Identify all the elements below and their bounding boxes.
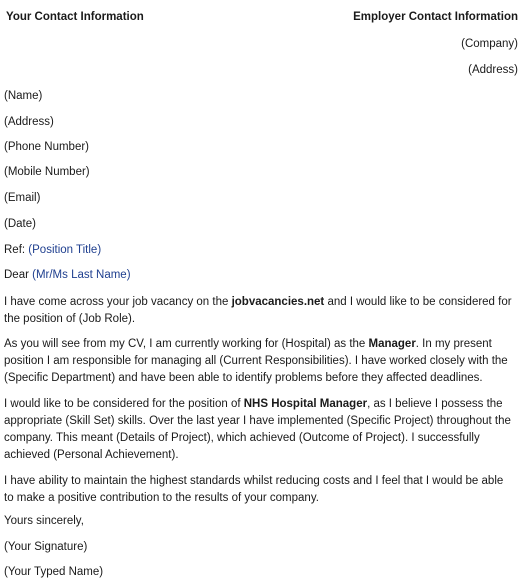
letter-header bbox=[4, 11, 520, 27]
sender-name: (Name) bbox=[4, 90, 43, 102]
sender-address: (Address) bbox=[4, 116, 54, 128]
salutation-name: (Mr/Ms Last Name) bbox=[32, 269, 131, 281]
employer-company: (Company) bbox=[461, 38, 518, 50]
p1-text-b: and I would like to be considered for the position of (Job Role). bbox=[4, 296, 512, 325]
employer-address: (Address) bbox=[468, 64, 518, 76]
employer-contact-title: Employer Contact Information bbox=[353, 11, 518, 23]
ref-label: Ref: bbox=[4, 244, 29, 256]
sender-email: (Email) bbox=[4, 192, 41, 204]
signature: (Your Signature) bbox=[4, 541, 88, 553]
reference-line bbox=[4, 244, 101, 256]
paragraph-3 bbox=[4, 396, 514, 464]
p1-bold: jobvacancies.net bbox=[231, 296, 325, 308]
p2-bold: Manager bbox=[368, 338, 416, 350]
salutation-label: Dear bbox=[4, 269, 33, 281]
sender-phone: (Phone Number) bbox=[4, 141, 90, 153]
p1-text-a: I have come across your job vacancy on the bbox=[4, 296, 232, 308]
p2-text-a: As you will see from my CV, I am currently working for (Hospital) as the bbox=[4, 338, 369, 350]
sender-date: (Date) bbox=[4, 218, 36, 230]
paragraph-4: I have ability to maintain the highest standards whilst reducing costs and I feel that I would be able to make a positive contribution to the results of your company. bbox=[4, 475, 504, 504]
p3-text-b: , as I believe I possess the appropriate (Skill Set) skills. Over the last year I have implemented (Specific Project) throughout the company. This meant (Details of Project), which achieved (Outcome of Project). I successfully achieved (Personal Achievement). bbox=[4, 398, 511, 461]
typed-name: (Your Typed Name) bbox=[4, 566, 104, 578]
salutation-line bbox=[4, 269, 131, 281]
p2-text-b: . In my present position I am responsible for managing all (Current Responsibilities). I have worked closely with the (Specific Department) and have been able to identify problems before they affected deadlines. bbox=[4, 338, 508, 384]
ref-position-title: (Position Title) bbox=[28, 244, 102, 256]
p3-text-a: I would like to be considered for the position of bbox=[4, 398, 244, 410]
paragraph-1 bbox=[4, 294, 514, 328]
p3-bold: NHS Hospital Manager bbox=[243, 398, 368, 410]
sign-off: Yours sincerely, bbox=[4, 515, 84, 527]
your-contact-title: Your Contact Information bbox=[6, 11, 144, 23]
paragraph-2 bbox=[4, 336, 514, 387]
sender-mobile: (Mobile Number) bbox=[4, 166, 90, 178]
